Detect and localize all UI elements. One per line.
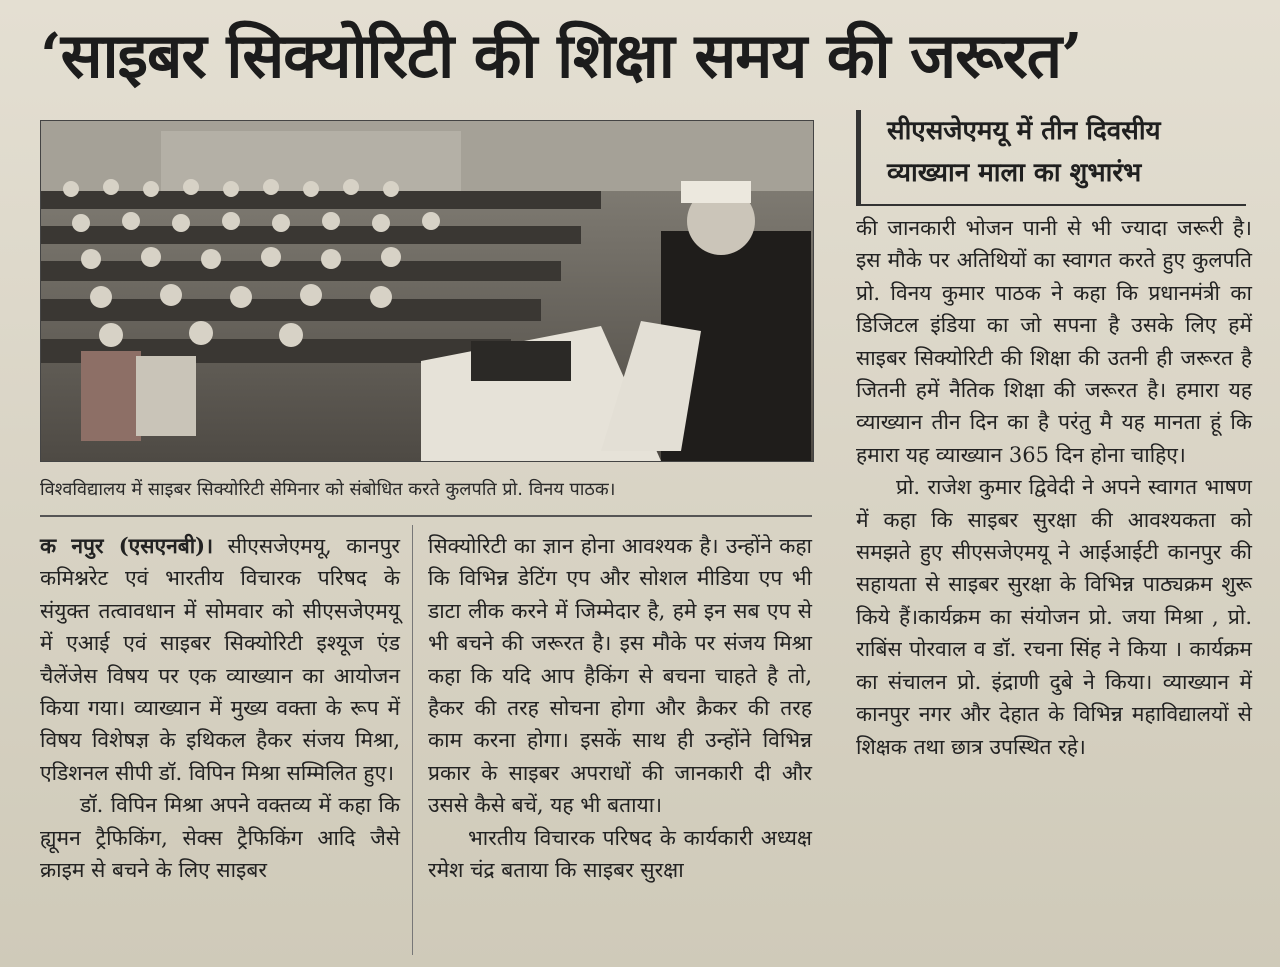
- article-column-3: [856, 212, 1252, 763]
- column-divider: [412, 525, 413, 955]
- article-paragraph: सिक्योरिटी का ज्ञान होना आवश्यक है। उन्होंने कहा कि विभिन्न डेटिंग एप और सोशल मीडिया एप भी डाटा लीक करने में जिम्मेदार है, हमे इन सब एप से भी बचने की जरूरत है। इस मौके पर संजय मिश्रा कहा कि यदि आप हैकिंग से बचना चाहते है तो, हैकर की तरह सोचना होगा और क्रैकर की तरह काम करना होगा। इसकें साथ ही उन्होंने विभिन्न प्रकार के साइबर अपराधों की जानकारी दी और उससे कैसे बचें, यह भी बताया।: [428, 534, 812, 818]
- paragraph-text: सीएसजेएमयू, कानपुर कमिश्नरेट एवं भारतीय विचारक परिषद के संयुक्त तत्वावधान में सोमवार को सीएसजेएमयू में एआई एवं साइबर सिक्योरिटी इश्यूज एंड चैलेंजेस विषय पर एक व्याख्यान का आयोजन किया गया। व्याख्यान में मुख्य वक्ता के रूप में विषय विशेषज्ञ के इथिकल हैकर संजय मिश्रा, एडिशनल सीपी डॉ. विपिन मिश्रा सम्मिलित हुए।: [40, 534, 401, 785]
- headline: ‘साइबर सिक्योरिटी की शिक्षा समय की जरूरत’: [40, 19, 1082, 92]
- seminar-photo: [40, 120, 814, 462]
- article-paragraph: [40, 530, 400, 789]
- subheadline-line-2: व्याख्यान माला का शुभारंभ: [887, 158, 1142, 188]
- photo-caption: विश्वविद्यालय में साइबर सिक्योरिटी सेमिनार को संबोधित करते कुलपति प्रो. विनय पाठक।: [40, 479, 616, 500]
- article-paragraph: प्रो. राजेश कुमार द्विवेदी ने अपने स्वागत भाषण में कहा कि साइबर सुरक्षा की आवश्यकता को समझते हुए सीएसजेएमयू ने आईआईटी कानपुर की सहायता से साइबर सुरक्षा के विभिन्न पाठ्यक्रम शुरू किये हैं।कार्यक्रम का संयोजन प्रो. जया मिश्रा , प्रो. राबिंस पोरवाल व डॉ. रचना सिंह ने किया । कार्यक्रम का संचालन प्रो. इंद्राणी दुबे ने किया। व्याख्यान में कानपुर नगर और देहात के विभिन्न महाविद्यालयों से शिक्षक तथा छात्र उपस्थित रहे।: [856, 475, 1252, 759]
- subheadline-box: [856, 110, 1246, 206]
- seminar-photo-illustration: [41, 121, 813, 461]
- article-column-1: [40, 530, 400, 886]
- article-paragraph: डॉ. विपिन मिश्रा अपने वक्तव्य में कहा कि ह्यूमन ट्रैफिकिंग, सेक्स ट्रैफिकिंग आदि जैसे क्राइम से बचने के लिए साइबर: [40, 793, 400, 883]
- dateline: क नपुर (एसएनबी)।: [40, 533, 214, 558]
- article-column-2: [428, 530, 812, 886]
- article-paragraph: की जानकारी भोजन पानी से भी ज्यादा जरूरी है। इस मौके पर अतिथियों का स्वागत करते हुए कुलपति प्रो. विनय कुमार पाठक ने कहा कि प्रधानमंत्री का डिजिटल इंडिया का जो सपना है उसके लिए हमें साइबर सिक्योरिटी की शिक्षा की उतनी ही जरूरत है जितनी हमें नैतिक शिक्षा की जरूरत है। हमारा यह व्याख्यान तीन दिन का है परंतु मै यह मानता हूं कि हमारा यह व्याख्यान 365 दिन होना चाहिए।: [856, 216, 1252, 467]
- caption-divider: [40, 515, 812, 517]
- subheadline-line-1: सीएसजेएमयू में तीन दिवसीय: [887, 116, 1161, 146]
- article-paragraph: भारतीय विचारक परिषद के कार्यकारी अध्यक्ष रमेश चंद्र बताया कि साइबर सुरक्षा: [428, 825, 812, 883]
